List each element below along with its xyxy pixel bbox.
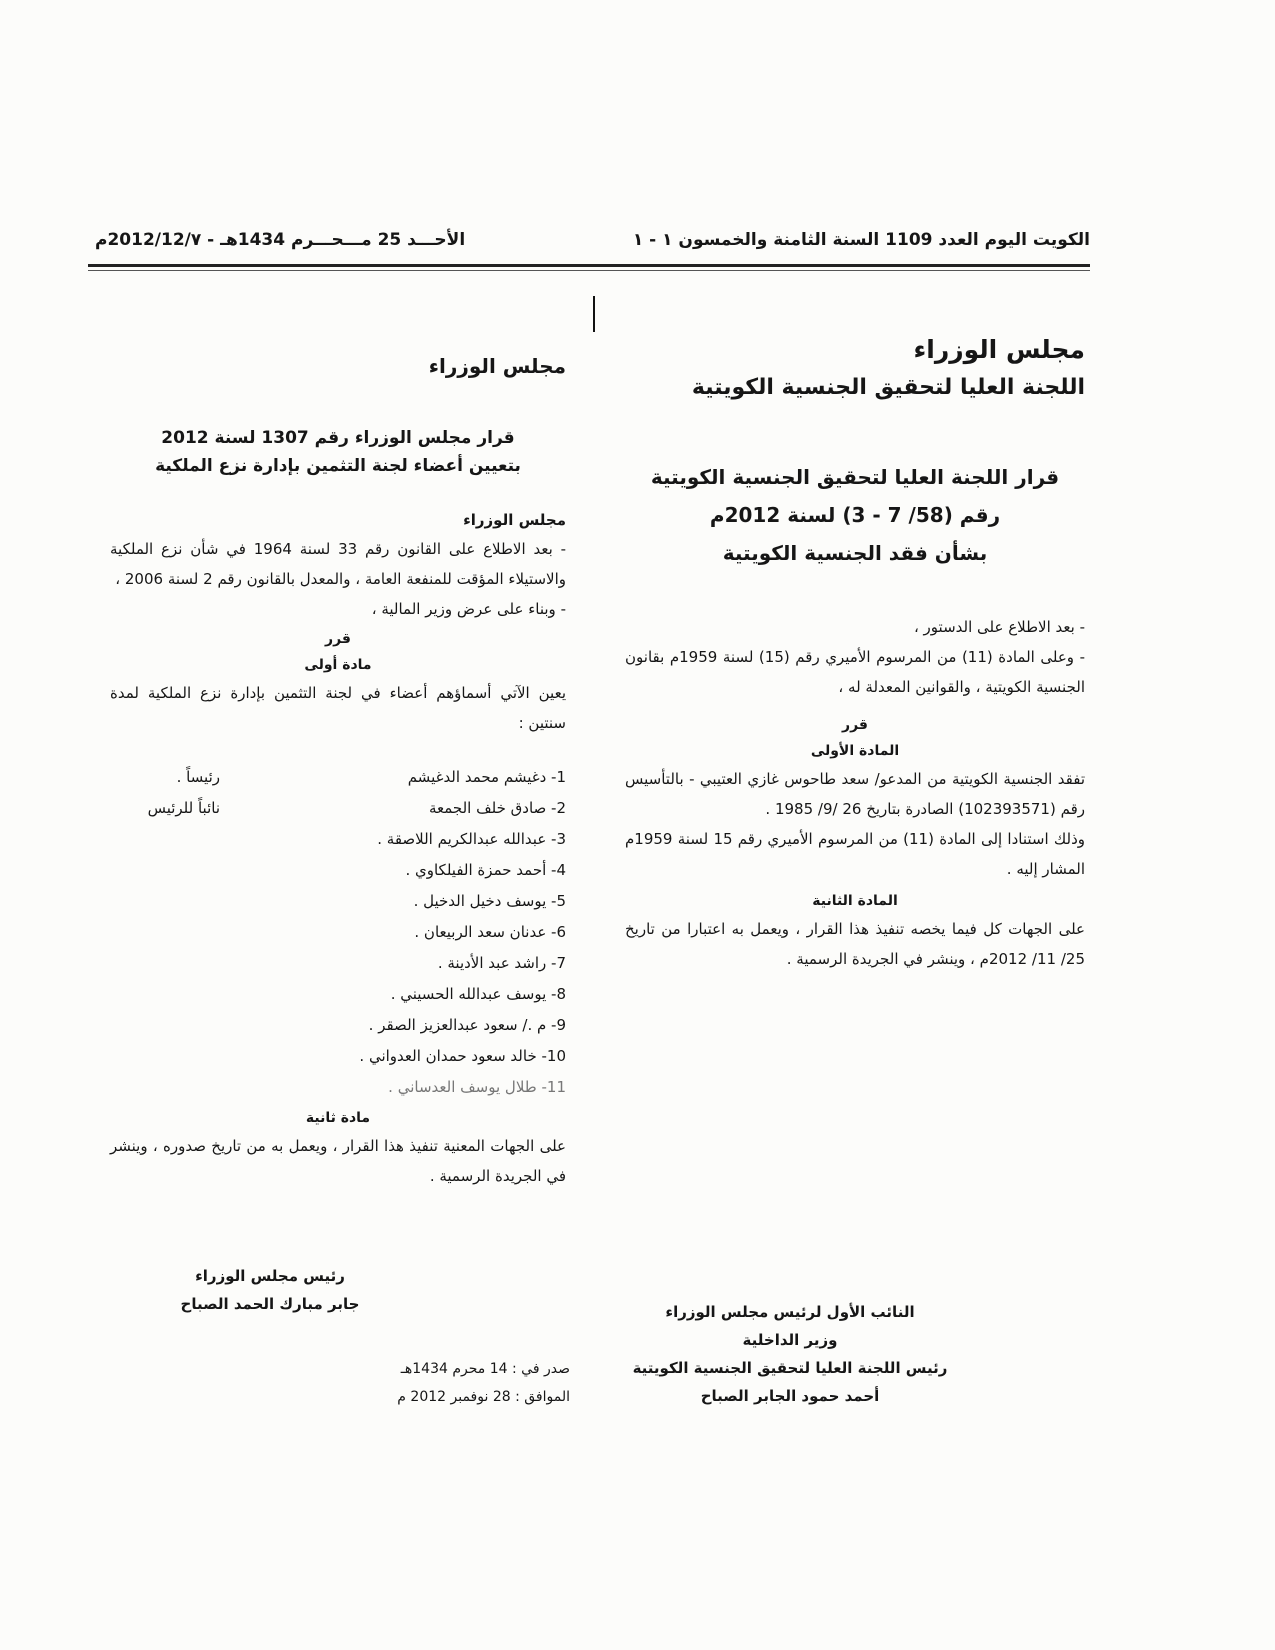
member-row <box>110 1041 566 1072</box>
article-1-title: مادة أولى <box>304 657 372 673</box>
member-row <box>110 1010 566 1041</box>
decided-label: قرر <box>325 631 351 647</box>
member-row <box>110 824 566 855</box>
member-role <box>110 917 220 948</box>
member-role: نائباً للرئيس <box>147 799 220 817</box>
decision-title-line: بشأن فقد الجنسية الكويتية <box>722 541 988 565</box>
decision-title-line: رقم (58/ 7 - 3) لسنة 2012م <box>709 503 1001 527</box>
article-1-text: تفقد الجنسية الكويتية من المدعو/ سعد طاحوس غازي العتيبي - بالتأسيس رقم (102393571) الصادرة بتاريخ 26 /9/ 1985 . <box>625 770 1085 818</box>
article-2-text: على الجهات كل فيما يخصه تنفيذ هذا القرار ، ويعمل به اعتبارا من تاريخ 25/ 11/ 2012م ، وينشر في الجريدة الرسمية . <box>625 920 1085 968</box>
left-signature <box>150 1262 390 1318</box>
member-role <box>110 948 220 979</box>
committee-title: اللجنة العليا لتحقيق الجنسية الكويتية <box>691 375 1085 400</box>
column-divider <box>593 296 595 332</box>
member-role <box>110 886 220 917</box>
article-2-title: مادة ثانية <box>305 1110 371 1126</box>
member-role <box>110 979 220 1010</box>
decision-title-line: قرار مجلس الوزراء رقم 1307 لسنة 2012 <box>161 428 515 448</box>
member-row <box>110 855 566 886</box>
member-row <box>110 793 566 824</box>
decision-title <box>625 458 1085 572</box>
signature-line: النائب الأول لرئيس مجلس الوزراء <box>665 1303 915 1321</box>
cabinet-title: مجلس الوزراء <box>428 354 566 378</box>
member-name: 5- يوسف دخيل الدخيل . <box>413 892 566 910</box>
member-row <box>110 762 566 793</box>
right-signature <box>625 1298 955 1410</box>
member-row <box>110 917 566 948</box>
preamble <box>625 612 1085 702</box>
member-name: 11- طلال يوسف العدساني . <box>388 1078 566 1096</box>
decision-title-line: بتعيين أعضاء لجنة التثمين بإدارة نزع الملكية <box>155 456 521 476</box>
preamble-line: - بعد الاطلاع على الدستور ، <box>913 618 1085 636</box>
header-rule-thin <box>88 270 1090 271</box>
ministry-title: مجلس الوزراء <box>913 335 1085 364</box>
issued-hijri: صدر في : 14 محرم 1434هـ <box>400 1361 570 1377</box>
member-role <box>110 855 220 886</box>
members-list <box>110 762 566 1103</box>
left-column <box>110 348 566 1191</box>
header-issue-info: الكويت اليوم العدد 1109 السنة الثامنة والخمسون ١ - ١ <box>632 230 1090 250</box>
member-name: 9- م ./ سعود عبدالعزيز الصقر . <box>368 1016 566 1034</box>
signature-line: وزير الداخلية <box>742 1331 838 1349</box>
member-role: رئيساً . <box>176 768 220 786</box>
signature-name: جابر مبارك الحمد الصباح <box>180 1295 360 1313</box>
issued-gregorian: الموافق : 28 نوفمبر 2012 م <box>397 1389 570 1405</box>
member-role <box>110 824 220 855</box>
preamble-line: - بعد الاطلاع على القانون رقم 33 لسنة 1964 في شأن نزع الملكية والاستيلاء المؤقت للمنفعة العامة ، والمعدل بالقانون رقم 2 لسنة 2006 ، <box>110 540 566 588</box>
member-name: 7- راشد عبد الأدينة . <box>437 954 566 972</box>
member-role <box>110 1072 220 1103</box>
article-2-title: المادة الثانية <box>812 893 898 909</box>
preamble-line: - وبناء على عرض وزير المالية ، <box>371 600 566 618</box>
member-name: 2- صادق خلف الجمعة <box>428 799 566 817</box>
preamble-line: - وعلى المادة (11) من المرسوم الأميري رقم (15) لسنة 1959م بقانون الجنسية الكويتية ، والقوانين المعدلة له ، <box>625 648 1085 696</box>
member-name: 6- عدنان سعد الربيعان . <box>414 923 566 941</box>
member-name: 4- أحمد حمزة الفيلكاوي . <box>405 861 566 879</box>
article-1-text: يعين الآتي أسماؤهم أعضاء في لجنة التثمين بإدارة نزع الملكية لمدة سنتين : <box>110 684 566 732</box>
council-label: مجلس الوزراء <box>463 511 566 529</box>
article-2-text: على الجهات المعنية تنفيذ هذا القرار ، ويعمل به من تاريخ صدوره ، وينشر في الجريدة الرسمية . <box>110 1137 566 1185</box>
member-row <box>110 1072 566 1103</box>
member-role <box>110 1041 220 1072</box>
member-name: 10- خالد سعود حمدان العدواني . <box>359 1047 566 1065</box>
decided-label: قرر <box>842 717 868 733</box>
right-column <box>625 330 1085 974</box>
member-name: 1- دغيشم محمد الدغيشم <box>407 768 566 786</box>
member-role <box>110 1010 220 1041</box>
cabinet-decision-title <box>110 424 566 480</box>
signature-name: أحمد حمود الجابر الصباح <box>700 1387 880 1405</box>
decision-title-line: قرار اللجنة العليا لتحقيق الجنسية الكويتية <box>650 465 1060 489</box>
signature-line: رئيس اللجنة العليا لتحقيق الجنسية الكويتية <box>632 1359 948 1377</box>
member-row <box>110 948 566 979</box>
member-row <box>110 979 566 1010</box>
member-row <box>110 886 566 917</box>
header-rule <box>88 264 1090 267</box>
member-name: 3- عبدالله عبدالكريم اللاصقة . <box>377 830 566 848</box>
signature-title: رئيس مجلس الوزراء <box>195 1267 345 1285</box>
issue-date-block <box>330 1355 570 1411</box>
header-date: الأحـــد 25 مـــحـــرم 1434هـ - 2012/12/٧م <box>95 230 466 250</box>
member-name: 8- يوسف عبدالله الحسيني . <box>390 985 566 1003</box>
article-1-title: المادة الأولى <box>810 743 900 759</box>
article-1-text-ref: وذلك استنادا إلى المادة (11) من المرسوم الأميري رقم 15 لسنة 1959م المشار إليه . <box>625 830 1085 878</box>
